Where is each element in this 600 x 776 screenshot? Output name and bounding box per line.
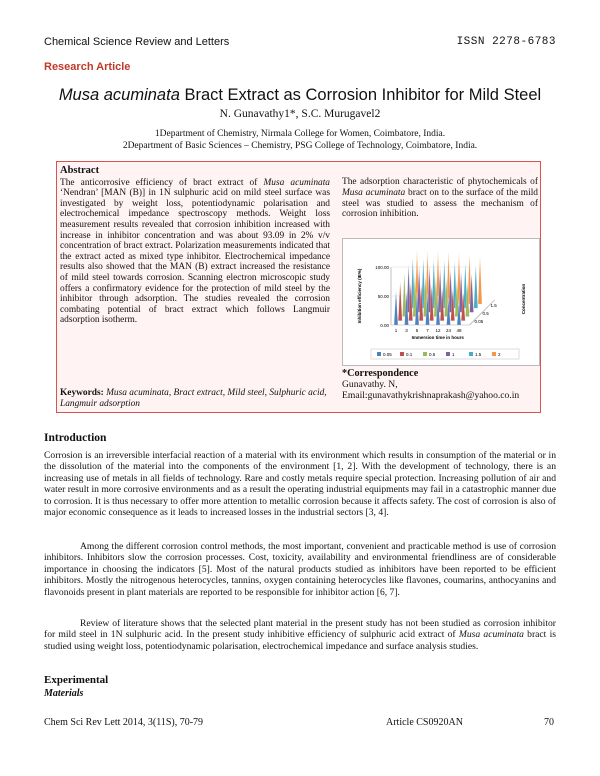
y-tick-label: 0.00 — [380, 323, 389, 328]
correspondence-email: Email:gunavathykrishnaprakash@yahoo.co.in — [342, 390, 520, 401]
legend-swatch — [469, 352, 473, 356]
y-tick-label: 50.00 — [377, 294, 389, 299]
chart-bar — [474, 264, 478, 308]
y-tick-label: 100.00 — [375, 265, 389, 270]
legend-label: 1 — [452, 352, 455, 357]
depth-tick-label: 0.05 — [474, 319, 484, 324]
depth-tick-label: 0.5 — [482, 311, 489, 316]
keywords — [60, 388, 330, 409]
legend-swatch — [423, 352, 427, 356]
legend-label: 2 — [498, 352, 501, 357]
legend-label: 0.5 — [429, 352, 436, 357]
y-axis-label: Inhibition efficiency (IE%) — [357, 268, 362, 324]
title-species: Musa acuminata — [58, 86, 180, 104]
p3-start: Review of literature shows that the selected plant material in the present study has not been studied as corrosion inhibitor for mild steel in 1N sulphuric acid. In the present study inhibitive efficiency of sulphuric acid extract of — [44, 618, 556, 641]
x-tick-label: 3 — [405, 328, 408, 333]
chart-bar — [394, 290, 398, 325]
x-tick-label: 7 — [426, 328, 429, 333]
graphical-abstract-chart — [342, 238, 540, 366]
legend-swatch — [446, 352, 450, 356]
chart-bar — [478, 256, 482, 304]
chart-bar — [398, 281, 402, 320]
journal-name: Chemical Science Review and Letters — [44, 36, 230, 48]
keywords-text: Musa acuminata, Bract extract, Mild steel, Sulphuric acid, Langmuir adsorption — [60, 388, 327, 409]
abstract-text: The anticorrosive efficiency of bract extract of Musa acuminata ‘Nendran’ [MAN (B)] in 1N sulphuric acid on mild steel surface was investigated by weight loss, potentiodynamic polarisation and electrochemical impedance spectroscopy methods. Weight loss measurement results revealed that corrosion inhibition increased with increase in inhibitor concentration and was about 93.09 in 2% v/v concentration of bract extract. Polarization measurements indicated that the extract acted as mixed type inhibitor. Electrochemical impedance results also showed that the MAN (B) extract increased the resistance of mild steel towards corrosion. Scanning electron microscopic study offers a confirmatory evidence for the protection of mild steel by the inhibitor through adsorption. The studies revealed the corrosion combating potential of bract extract which follows Langmuir adsorption isotherm. — [60, 177, 330, 326]
footer-citation: Chem Sci Rev Lett 2014, 3(11S), 70-79 — [44, 717, 204, 728]
abstract-heading: Abstract — [60, 165, 100, 176]
legend-label: 1.5 — [475, 352, 482, 357]
p3-end: bract is studied using weight loss, potentiodynamic polarisation, electrochemical impedance and surface analysis studies. — [44, 629, 556, 652]
keywords-label: Keywords: — [60, 388, 104, 398]
legend-swatch — [492, 352, 496, 356]
legend-label: 0.05 — [383, 352, 392, 357]
affiliation-2: 2Department of Basic Sciences – Chemistry, PSG College of Technology, Coimbatore, India. — [122, 141, 478, 151]
correspondence — [342, 368, 542, 401]
paper-title — [0, 86, 600, 105]
footer-page-number: 70 — [544, 717, 554, 728]
x-axis-label: Immersion time in hours — [411, 335, 464, 340]
correspondence-heading: *Correspondence — [342, 368, 419, 379]
legend-label: 0.1 — [406, 352, 413, 357]
abstract-right: The adsorption characteristic of phytochemicals of Musa acuminata bract on to the surface of the mild steel was studied to assess the mechanism of corrosion inhibition. — [342, 177, 538, 220]
correspondence-name: Gunavathy. N, — [342, 379, 398, 390]
x-tick-label: 48 — [456, 328, 462, 333]
chart-svg — [343, 239, 539, 365]
legend-swatch — [400, 352, 404, 356]
intro-paragraph-2: Among the different corrosion control methods, the most important, convenient and practicable method is use of corrosion inhibitors. Inhibitors slow the corrosion processes. Cost, toxicity, availability and environmental friendliness are of considerable importance in choosing the indicators [5]. Most of the natural products studied as inhibitors have been reported to be efficient inhibitors. Mostly the nitrogenous heterocycles, tannins, oxygen containing heterocycles like flavones, coumarins, anthocyanins and flavonoids present in plant materials are reported to be responsible for inhibitor action [6, 7]. — [44, 541, 556, 598]
abstract-left — [60, 166, 330, 326]
affiliation-1: 1Department of Chemistry, Nirmala College for Women, Coimbatore, India. — [154, 129, 446, 139]
x-tick-label: 1 — [394, 328, 398, 333]
title-rest: Bract Extract as Corrosion Inhibitor for Mild Steel — [179, 86, 542, 104]
authors: N. Gunavathy1*, S.C. Murugavel2 — [219, 108, 381, 120]
legend-swatch — [377, 352, 381, 356]
intro-paragraph-1: Corrosion is an irreversible interfacial reaction of a material with its environment which results in consumption of the material or in the dissolution of the material into the components of the environment [1, 2]. With the development of technology, there is an increasing use of metals in all fields of technology. Rare and costly metals require special protection. Increasing pollution of air and water result in more corrosive environments and as a result the operating industrial equipments may fail in a catastrophic manner due to corrosion. It is thus necessary to offer more attention to metallic corrosion because it affects safety. The cost of corrosion is also of major economic consequence as it leads to increased losses in the industrial sectors [3, 4]. — [44, 450, 556, 519]
x-tick-label: 12 — [435, 328, 441, 333]
p3-species: Musa acuminata — [458, 629, 524, 641]
article-type: Research Article — [44, 61, 131, 73]
footer-article-id: Article CS0920AN — [386, 717, 463, 728]
experimental-heading: Experimental — [44, 674, 109, 686]
depth-tick-label: 1.5 — [490, 303, 497, 308]
x-tick-label: 24 — [445, 328, 452, 333]
legend-box — [371, 349, 519, 359]
x-tick-label: 5 — [415, 328, 419, 333]
intro-paragraph-3 — [44, 618, 556, 652]
issn: ISSN 2278-6783 — [456, 36, 556, 48]
depth-axis-label: Concentration — [521, 283, 526, 315]
introduction-heading: Introduction — [44, 432, 107, 444]
materials-subheading: Materials — [44, 688, 84, 699]
